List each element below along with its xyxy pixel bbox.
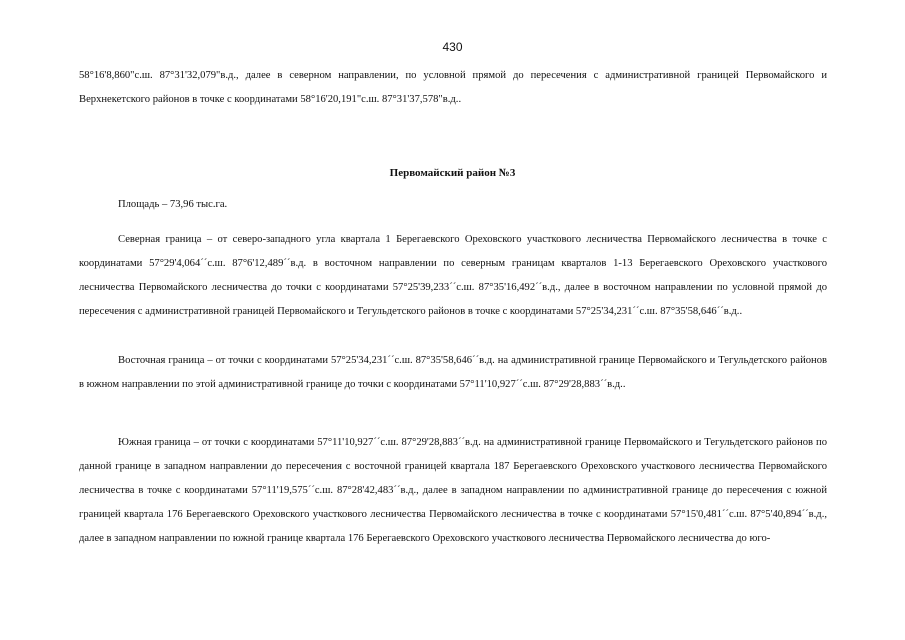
page-number: 430 <box>442 40 463 54</box>
continuation-paragraph: 58°16'8,860"с.ш. 87°31'32,079"в.д., далее в северном направлении, по условной прямой до пересечения с административной границей Первомайского и Верхнекетского районов в точке с координатами 58°16'20,191"с.ш. 87°31'37,578"в.д.. <box>79 70 827 105</box>
area-paragraph: Площадь – 73,96 тыс.га. <box>118 199 228 210</box>
east-border-paragraph: Восточная граница – от точки с координатами 57°25'34,231´´с.ш. 87°35'58,646´´в.д. на административной границе Первомайского и Тегульдетского районов в южном направлении по этой административной границе до точки с координатами 57°11'10,927´´с.ш. 87°29'28,883´´в.д.. <box>79 355 827 390</box>
north-border-paragraph: Северная граница – от северо-западного угла квартала 1 Берегаевского Ореховского участкового лесничества Первомайского лесничества в точке с координатами 57°29'4,064´´с.ш. 87°6'12,489´´в.д. в восточном направлении по северным границам кварталов 1-13 Берегаевского Ореховского участкового лесничества Первомайского лесничества до точки с координатами 57°25'39,233´´с.ш. 87°35'16,492´´в.д., далее в восточном направлении по условной прямой до пересечения с административной границей Первомайского и Тегульдетского районов в точке с координатами 57°25'34,231´´с.ш. 87°35'58,646´´в.д.. <box>79 234 827 317</box>
section-heading: Первомайский район №3 <box>389 167 516 179</box>
south-border-paragraph: Южная граница – от точки с координатами 57°11'10,927´´с.ш. 87°29'28,883´´в.д. на административной границе Первомайского и Тегульдетского районов по данной границе в западном направлении до пересечения с восточной границей квартала 187 Берегаевского Ореховского участкового лесничества Первомайского лесничества в точке с координатами 57°11'19,575´´с.ш. 87°28'42,483´´в.д., далее в западном направлении по административной границе до пересечения с южной границей квартала 176 Берегаевского Ореховского участкового лесничества Первомайского лесничества в точке с координатами 57°15'0,481´´с.ш. 87°5'40,894´´в.д., далее в западном направлении по южной границе квартала 176 Берегаевского Ореховского участкового лесничества Первомайского лесничества до юго- <box>79 437 827 544</box>
